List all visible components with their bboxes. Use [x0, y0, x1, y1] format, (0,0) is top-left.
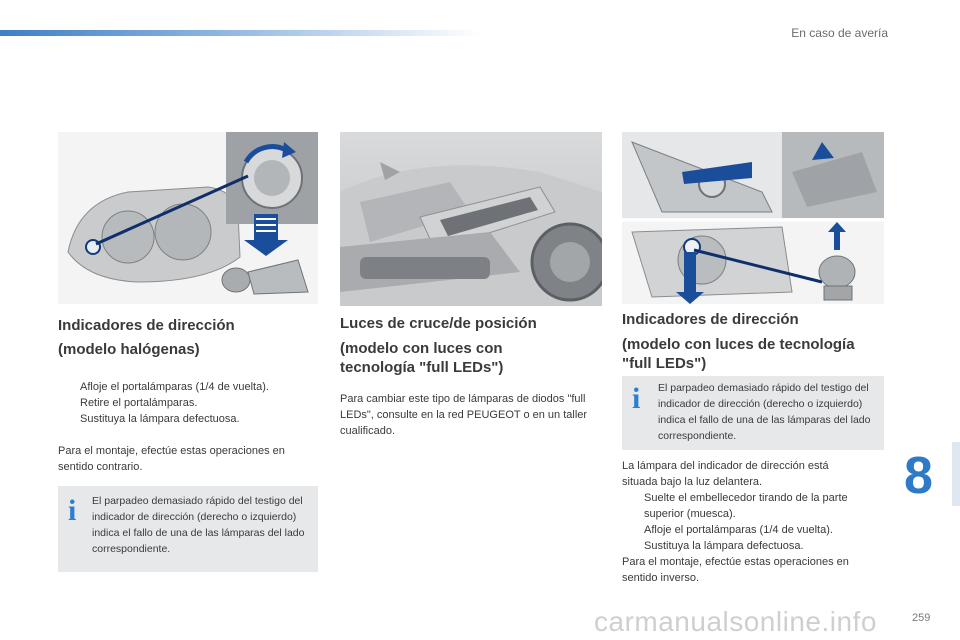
col1-step-text: Sustituya la lámpara defectuosa.: [80, 413, 240, 425]
col1-info-text: El parpadeo demasiado rápido del testigo del indicador de dirección (derecho o izquierdo) indica el fallo de una de las lámparas del lado correspondiente.: [92, 495, 305, 555]
page-number: 259: [912, 612, 931, 624]
col3-step: [622, 522, 884, 538]
chapter-tab: [952, 442, 960, 506]
info-icon: i: [68, 494, 77, 527]
watermark: carmanualsonline.info: [594, 606, 877, 637]
col1-step-text: Afloje el portalámparas (1/4 de vuelta).: [80, 381, 269, 393]
col3-closing: Para el montaje, efectúe estas operaciones en sentido inverso.: [622, 556, 849, 584]
col3-info-box: [622, 376, 884, 450]
led-indicator-illustration: [622, 132, 884, 304]
col3-step: [622, 490, 884, 522]
column-led-indicator-body: [622, 458, 884, 586]
column-halogen: [58, 316, 320, 475]
col1-steps: [58, 379, 320, 427]
col1-paragraph: Para el montaje, efectúe estas operaciones en sentido contrario.: [58, 445, 285, 473]
col2-subtitle: (modelo con luces con tecnología "full LEDs"): [340, 340, 504, 376]
col1-step: [58, 395, 320, 411]
col1-info-box: [58, 486, 318, 572]
col3-title: Indicadores de dirección: [622, 311, 799, 328]
column-led-indicator: [622, 310, 884, 373]
halogen-headlamp-illustration: [58, 132, 318, 304]
col1-step: [58, 379, 320, 395]
col3-subtitle: (modelo con luces de tecnología "full LEDs"): [622, 336, 855, 372]
col1-step-text: Retire el portalámparas.: [80, 397, 198, 409]
col1-title: Indicadores de dirección: [58, 317, 235, 334]
col3-step: [622, 538, 884, 554]
col3-step-text: Sustituya la lámpara defectuosa.: [644, 540, 804, 552]
section-title: En caso de avería: [791, 26, 888, 40]
col1-subtitle: (modelo halógenas): [58, 341, 200, 358]
col2-paragraph: Para cambiar este tipo de lámparas de diodos "full LEDs", consulte en la red PEUGEOT o en un taller cualificado.: [340, 393, 588, 437]
col3-step-text: Afloje el portalámparas (1/4 de vuelta).: [644, 524, 833, 536]
col3-step-text: Suelte el embellecedor tirando de la parte superior (muesca).: [644, 492, 848, 520]
car-front-illustration: [340, 132, 602, 306]
col2-title: Luces de cruce/de posición: [340, 315, 537, 332]
col3-steps: [622, 490, 884, 554]
col3-info-text: El parpadeo demasiado rápido del testigo del indicador de dirección (derecho o izquierdo) indica el fallo de una de las lámparas del lado correspondiente.: [658, 382, 871, 442]
header-bar: [0, 30, 480, 36]
col3-intro: La lámpara del indicador de dirección está situada bajo la luz delantera.: [622, 460, 829, 488]
info-icon: i: [632, 382, 641, 415]
column-led-low-beam: [340, 314, 602, 439]
chapter-number: 8: [904, 447, 933, 505]
col1-step: [58, 411, 320, 427]
